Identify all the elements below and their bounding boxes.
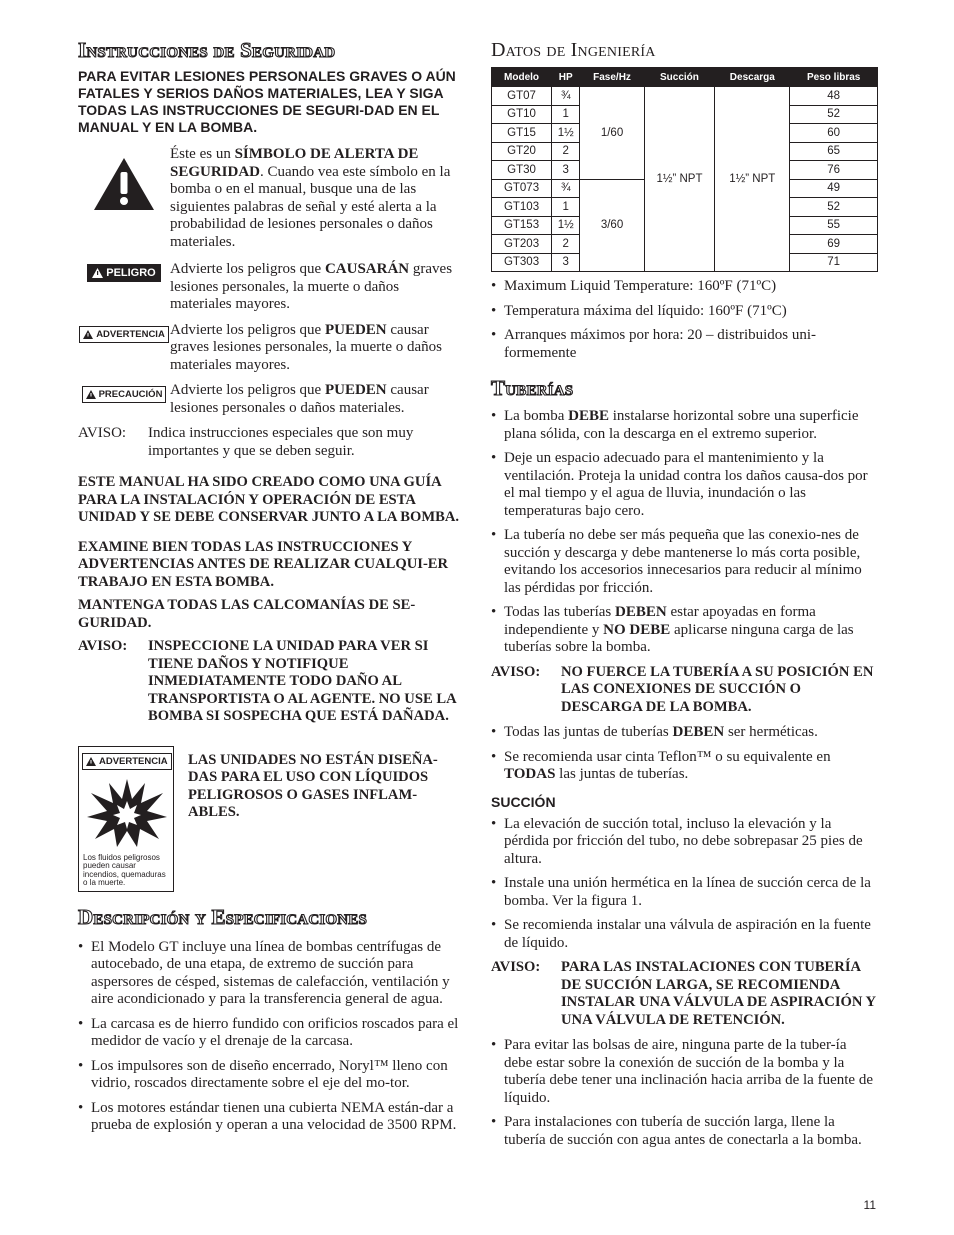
cell-model: GT10 <box>492 105 552 124</box>
cell-phase-single: 1/60 <box>580 87 644 180</box>
cell-model: GT07 <box>492 87 552 106</box>
advertencia-description: Advierte los peligros que PUEDEN causar graves lesiones personales, la muerte o daños materiales mayores. <box>170 321 442 373</box>
cell-hp: 2 <box>552 235 580 254</box>
cell-hp: 1 <box>552 105 580 124</box>
peligro-row <box>78 261 464 314</box>
cell-hp: ¾ <box>552 179 580 198</box>
list-item: • Los impulsores son de diseño encerrado, Noryl™ lleno con vidrio, roscados directamente sobre el eje del mo-tor. <box>78 1058 464 1093</box>
cell-weight: 52 <box>790 105 878 124</box>
piping-heading: Tuberías <box>491 376 574 400</box>
warning-triangle-icon <box>83 330 93 339</box>
aviso-notice: AVISO: Indica instrucciones especiales que son muy importantes y que se deben seguir. <box>78 425 414 459</box>
page-number: 11 <box>863 1198 876 1212</box>
manual-note: ESTE MANUAL HA SIDO CREADO COMO UNA GUÍA PARA LA INSTALACIÓN Y OPERACIÓN DE ESTA UNIDAD Y SE DEBE CONSERVAR JUNTO A LA BOMBA. <box>78 474 460 525</box>
table-header-row <box>492 68 878 87</box>
cell-weight: 71 <box>790 253 878 272</box>
list-item: • La tubería no debe ser más pequeña que las conexio-nes de succión y descarga y debe mantenerse lo más corta posible, evitando los accesorios innecesarios para reducir al mínimo las pérdidas por fricción. <box>491 527 878 597</box>
right-column <box>491 38 878 1156</box>
col-header-weight: Peso libras <box>790 68 878 87</box>
alert-symbol-description: Éste es un SÍMBOLO DE ALERTA DE SEGURIDAD. Cuando vea este símbolo en la bomba o en el manual, busque una de las siguientes palabras de señal y esté alerta a la probabilidad de lesiones personales o daños materiales. <box>170 146 451 250</box>
hazard-row <box>78 738 464 892</box>
cell-discharge: 1½” NPT <box>715 87 790 272</box>
piping-notice: AVISO: NO FUERCE LA TUBERÍA A SU POSICIÓN EN LAS CONEXIONES DE SUCCIÓN O DESCARGA DE LA BOMBA. <box>491 663 874 715</box>
warning-triangle-icon <box>86 757 96 766</box>
danger-label: PELIGRO <box>87 264 161 282</box>
cell-weight: 69 <box>790 235 878 254</box>
examine-note: EXAMINE BIEN TODAS LAS INSTRUCCIONES Y ADVERTENCIAS ANTES DE REALIZAR CUALQUI-ER TRABAJO EN ESTA BOMBA. <box>78 538 449 590</box>
cell-hp: 1½ <box>552 216 580 235</box>
inspect-notice: AVISO: INSPECCIONE LA UNIDAD PARA VER SI TIENE DAÑOS Y NOTIFIQUE INMEDIATAMENTE TODO DAÑO AL TRANSPORTISTA O AL AGENTE. NO USE LA BOMBA SI SOSPECHA QUE ESTÁ DAÑADA. <box>78 638 456 724</box>
cell-hp: ¾ <box>552 87 580 106</box>
col-header-suction: Succión <box>644 68 715 87</box>
cell-model: GT20 <box>492 142 552 161</box>
list-item: • Se recomienda instalar una válvula de aspiración en la fuente de líquido. <box>491 917 878 952</box>
cell-weight: 65 <box>790 142 878 161</box>
list-item: • Para evitar las bolsas de aire, ninguna parte de la tuber-ía debe estar sobre la conexión de succión de la bomba y la tubería debe tener una inclinación hacia arriba de la fuente de líquido. <box>491 1037 878 1107</box>
col-header-model: Modelo <box>492 68 552 87</box>
warning-label: ADVERTENCIA <box>79 326 169 343</box>
cell-weight: 76 <box>790 161 878 180</box>
precaucion-description: Advierte los peligros que PUEDEN causar lesiones personales o daños materiales. <box>170 382 429 416</box>
list-item: • La bomba DEBE instalarse horizontal sobre una superficie plana sólida, con la descarga en el extremo superior. <box>491 408 878 443</box>
list-item: • Arranques máximos por hora: 20 – distribuidos uni-formemente <box>491 327 878 362</box>
cell-hp: 1 <box>552 198 580 217</box>
engineering-data-table <box>491 67 878 272</box>
piping-list <box>491 408 878 657</box>
suction-subheading: SUCCIÓN <box>491 793 556 810</box>
decal-note: MANTENGA TODAS LAS CALCOMANÍAS DE SE-GURIDAD. <box>78 597 416 631</box>
cell-model: GT15 <box>492 124 552 143</box>
list-item: • Deje un espacio adecuado para el mantenimiento y la ventilación. Proteja la unidad contra los daños causa-dos por el mal tiempo y el agua de lluvia, inundación o las temperaturas bajo cero. <box>491 450 878 520</box>
list-item: • El Modelo GT incluye una línea de bombas centrífugas de autocebado, de una etapa, de extremo de succión para aspersores de césped, sistemas de calefacción, ventilación y aire acondicionado y para la transferencia general de agua. <box>78 939 464 1009</box>
suction-list <box>491 816 878 953</box>
list-item: • Temperatura máxima del líquido: 160ºF (71ºC) <box>491 303 878 321</box>
peligro-description: Advierte los peligros que CAUSARÁN graves lesiones personales, la muerte o daños materiales mayores. <box>170 261 453 312</box>
safety-alert-triangle-icon <box>92 156 156 212</box>
cell-hp: 3 <box>552 161 580 180</box>
cell-weight: 48 <box>790 87 878 106</box>
suction-notice: AVISO: PARA LAS INSTALACIONES CON TUBERÍA DE SUCCIÓN LARGA, SE RECOMIENDA INSTALAR UNA VÁLVULA DE ASPIRACIÓN Y UNA VÁLVULA DE RETENCIÓN. <box>491 959 876 1028</box>
cell-suction: 1½” NPT <box>644 87 715 272</box>
description-list <box>78 939 464 1135</box>
cell-hp: 3 <box>552 253 580 272</box>
warning-label: ADVERTENCIA <box>82 753 172 770</box>
cell-model: GT153 <box>492 216 552 235</box>
engineering-data-heading: Datos de Ingeniería <box>491 39 656 61</box>
cell-weight: 55 <box>790 216 878 235</box>
description-heading: Descripción y Especificaciones <box>78 904 368 929</box>
suction-list-2 <box>491 1037 878 1149</box>
col-header-hp: HP <box>552 68 580 87</box>
cell-model: GT30 <box>492 161 552 180</box>
advertencia-row <box>78 322 464 375</box>
list-item: • La carcasa es de hierro fundido con orificios roscados para el medidor de vacío y el drenaje de la carcasa. <box>78 1016 464 1051</box>
cell-model: GT303 <box>492 253 552 272</box>
specs-list <box>491 278 878 362</box>
warning-triangle-icon <box>86 390 96 399</box>
cell-model: GT073 <box>492 179 552 198</box>
cell-weight: 52 <box>790 198 878 217</box>
cell-weight: 60 <box>790 124 878 143</box>
list-item: • Todas las juntas de tuberías DEBEN ser herméticas. <box>491 724 878 742</box>
list-item: • Se recomienda usar cinta Teflon™ o su equivalente en TODAS las juntas de tuberías. <box>491 749 878 784</box>
safety-instructions-heading: Instrucciones de Seguridad <box>78 38 336 62</box>
col-header-discharge: Descarga <box>715 68 790 87</box>
precaucion-row <box>78 382 464 417</box>
col-header-phase: Fase/Hz <box>580 68 644 87</box>
list-item: • La elevación de succión total, incluso la elevación y la pérdida por fricción del tubo, no debe sobrepasar 25 pies de altura. <box>491 816 878 869</box>
table-row <box>492 87 878 106</box>
list-item: • Los motores estándar tienen una cubierta NEMA están-dar a prueba de explosión y operan a una velocidad de 3500 RPM. <box>78 1100 464 1135</box>
warning-triangle-icon <box>92 268 103 278</box>
list-item: • Para instalaciones con tubería de succión larga, llene la tubería de succión con agua antes de conectarla a la bomba. <box>491 1114 878 1149</box>
cell-phase-three: 3/60 <box>580 179 644 272</box>
piping-list-2 <box>491 724 878 784</box>
left-column <box>78 38 464 1142</box>
list-item: • Instale una unión hermética en la línea de succión cerca de la bomba. Ver la figura 1. <box>491 875 878 910</box>
hazard-caption: Los fluidos peligrosos pueden causar incendios, quemaduras o la muerte. <box>83 852 166 887</box>
hazard-label-box <box>78 746 174 892</box>
hazard-statement: LAS UNIDADES NO ESTÁN DISEÑA-DAS PARA EL USO CON LÍQUIDOS PELIGROSOS O GASES INFLAM-ABLES. <box>188 751 438 820</box>
caution-label: PRECAUCIÓN <box>82 386 167 403</box>
explosion-icon <box>85 775 169 849</box>
cell-model: GT103 <box>492 198 552 217</box>
cell-model: GT203 <box>492 235 552 254</box>
cell-hp: 2 <box>552 142 580 161</box>
list-item: • Maximum Liquid Temperature: 160ºF (71ºC) <box>491 278 878 296</box>
list-item: • Todas las tuberías DEBEN estar apoyadas en forma independiente y NO DEBE aplicarse ninguna carga de las tuberías sobre la bomba. <box>491 604 878 657</box>
alert-symbol-row <box>78 146 464 251</box>
cell-hp: 1½ <box>552 124 580 143</box>
safety-intro: PARA EVITAR LESIONES PERSONALES GRAVES O AÚN FATALES Y SERIOS DAÑOS MATERIALES, LEA Y SIGA TODAS LAS INSTRUCCIONES DE SEGURI-DAD EN EL MANUAL Y EN LA BOMBA. <box>78 68 456 135</box>
cell-weight: 49 <box>790 179 878 198</box>
